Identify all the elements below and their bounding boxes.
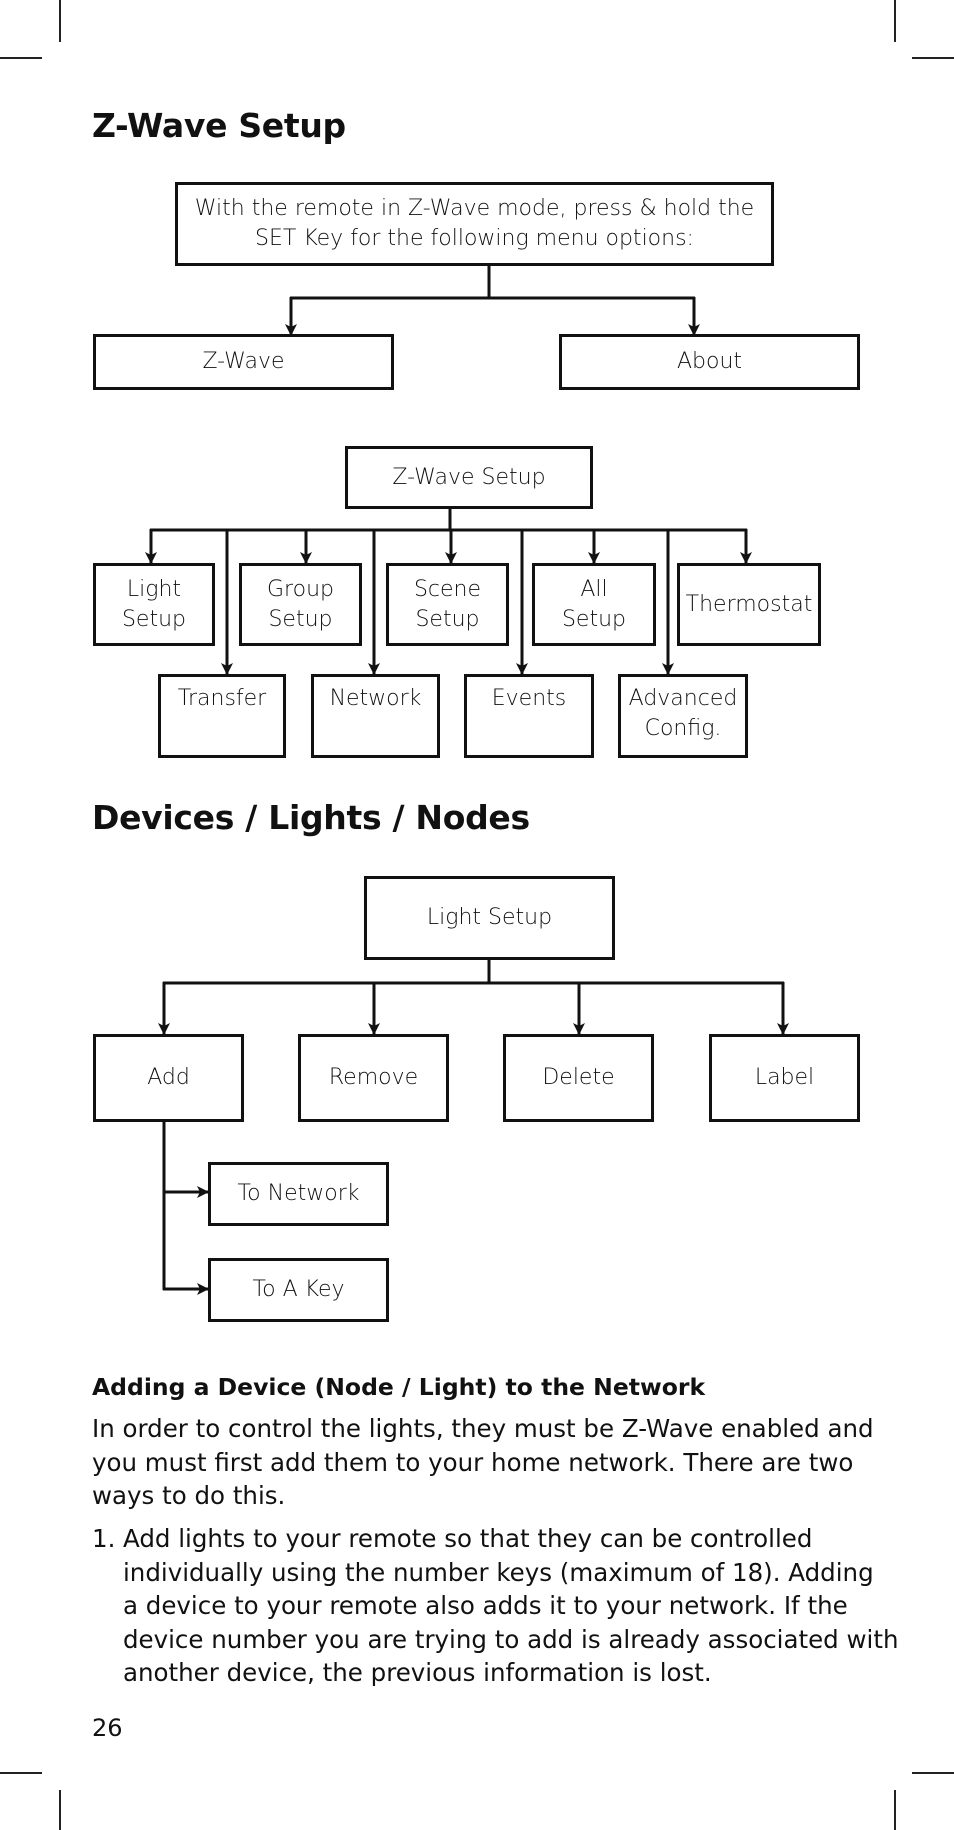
box-line: Light bbox=[126, 576, 182, 602]
intro-line: ways to do this. bbox=[92, 1481, 286, 1510]
box-line: Group bbox=[267, 576, 334, 602]
box-line: Network bbox=[329, 686, 422, 711]
box-line: Events bbox=[491, 686, 567, 711]
diagram1-zwave-box: Z-Wave bbox=[93, 334, 394, 390]
item-line: individually using the number keys (maximum of 18). Adding bbox=[123, 1557, 874, 1587]
box-line: Config. bbox=[644, 716, 722, 741]
intro-line: you must first add them to your home network. There are two bbox=[92, 1447, 854, 1477]
diagram2-transfer-box bbox=[158, 674, 286, 758]
diagram2-scene-setup-box bbox=[386, 563, 509, 646]
box-line: Setup bbox=[415, 606, 480, 632]
list-item-text bbox=[123, 1522, 923, 1690]
box-line: Setup bbox=[561, 606, 627, 632]
diagram2-group-setup-box bbox=[239, 563, 362, 646]
diagram1-root-line1: With the remote in Z-Wave mode, press & hold the bbox=[194, 196, 755, 221]
item-line: Add lights to your remote so that they can be controlled bbox=[123, 1524, 813, 1553]
diagram3-to-network-box: To Network bbox=[208, 1162, 389, 1226]
intro-paragraph bbox=[92, 1412, 912, 1513]
diagram2-network-box bbox=[311, 674, 440, 758]
diagram3-delete-box: Delete bbox=[503, 1034, 654, 1122]
diagram2-thermostat-box bbox=[677, 563, 821, 646]
diagram2-events-box bbox=[464, 674, 594, 758]
intro-line: In order to control the lights, they must be Z-Wave enabled and bbox=[92, 1414, 874, 1443]
page-number: 26 bbox=[92, 1714, 123, 1742]
box-line: Scene bbox=[413, 576, 482, 602]
box-line: Advanced bbox=[628, 686, 738, 711]
item-line: a device to your remote also adds it to your network. If the bbox=[123, 1591, 848, 1620]
section-title-devices: Devices / Lights / Nodes bbox=[92, 798, 530, 837]
section-title-zwave-setup: Z-Wave Setup bbox=[92, 106, 346, 145]
item-line: device number you are trying to add is already associated with bbox=[123, 1624, 899, 1654]
box-line: Setup bbox=[268, 606, 333, 632]
diagram3-root-box: Light Setup bbox=[364, 876, 615, 960]
diagram3-to-a-key-box: To A Key bbox=[208, 1258, 389, 1322]
diagram3-remove-box: Remove bbox=[298, 1034, 449, 1122]
item-line: another device, the previous information is lost. bbox=[123, 1658, 712, 1687]
diagram1-root-box bbox=[175, 182, 774, 266]
subheading-adding-device: Adding a Device (Node / Light) to the Network bbox=[92, 1373, 706, 1401]
diagram3-label-box: Label bbox=[709, 1034, 860, 1122]
diagram2-light-setup-box bbox=[93, 563, 215, 646]
box-line: Setup bbox=[121, 606, 187, 632]
box-line: Transfer bbox=[177, 686, 267, 711]
list-item-number: 1. bbox=[92, 1524, 116, 1553]
diagram2-advanced-config-box bbox=[618, 674, 748, 758]
diagram2-all-setup-box bbox=[532, 563, 656, 646]
diagram1-about-box: About bbox=[559, 334, 860, 390]
box-line: All bbox=[580, 576, 608, 602]
diagram3-add-box: Add bbox=[93, 1034, 244, 1122]
box-line: Thermostat bbox=[685, 591, 813, 617]
diagram1-root-line2: SET Key for the following menu options: bbox=[255, 226, 694, 251]
diagram2-root-box: Z-Wave Setup bbox=[345, 446, 593, 509]
